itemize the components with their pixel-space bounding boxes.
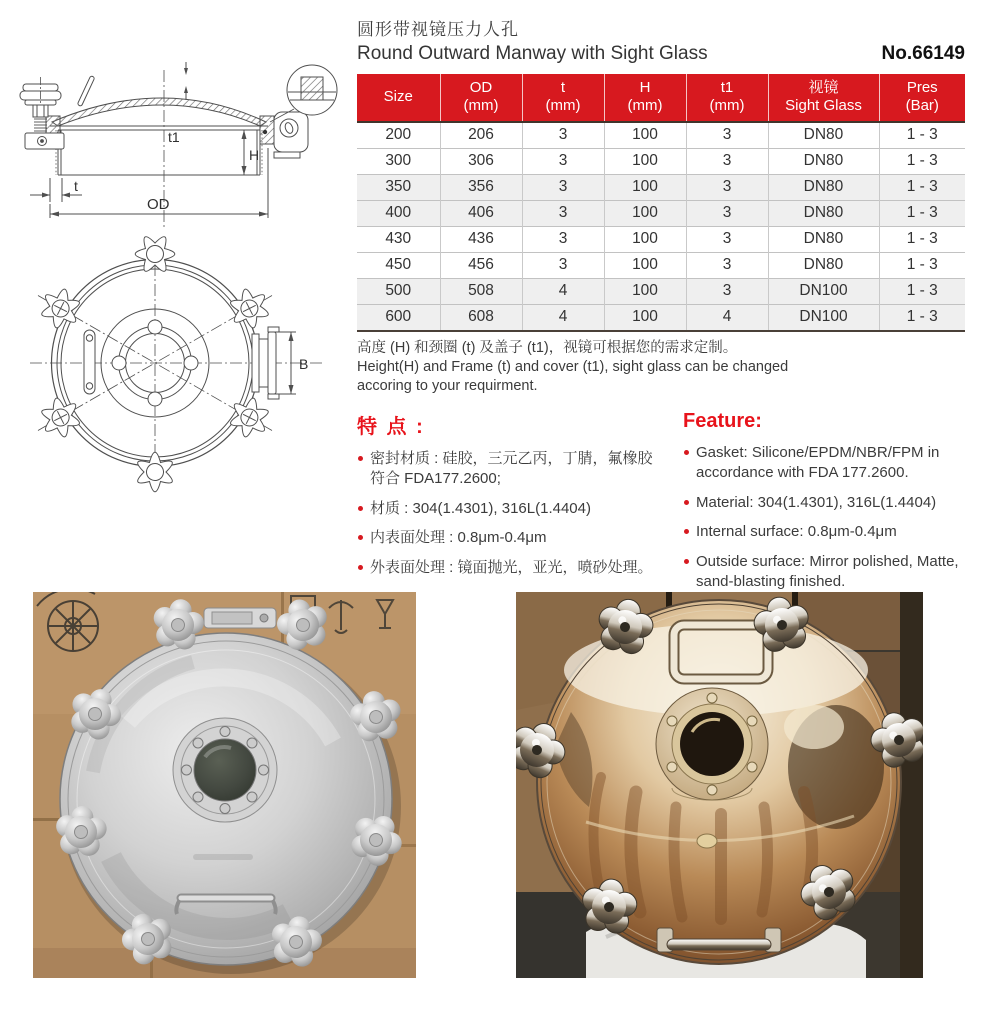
product-photo-matte	[33, 592, 416, 978]
table-cell: 100	[604, 122, 686, 149]
column-header: Size	[357, 74, 440, 122]
features-cn-heading: 特 点 :	[357, 415, 425, 438]
table-cell: 3	[686, 226, 768, 252]
table-cell: 306	[440, 148, 522, 174]
table-cell: 450	[357, 252, 440, 278]
features-cn	[357, 410, 657, 602]
table-cell: 3	[522, 252, 604, 278]
model-number: No.66149	[881, 43, 965, 64]
label-OD: OD	[147, 196, 170, 213]
table-notes	[357, 339, 965, 396]
column-header: t (mm)	[522, 74, 604, 122]
table-cell: DN80	[768, 226, 879, 252]
feature-item: Outside surface: Mirror polished, Matte, sand-blasting finished.	[683, 552, 965, 592]
table-cell: 608	[440, 304, 522, 331]
table-cell: 4	[522, 278, 604, 304]
table-row	[357, 304, 965, 331]
column-header: 视镜 Sight Glass	[768, 74, 879, 122]
table-cell: 600	[357, 304, 440, 331]
table-cell: 3	[686, 174, 768, 200]
feature-item: Material: 304(1.4301), 316L(1.4404)	[683, 493, 965, 513]
table-cell: DN80	[768, 148, 879, 174]
feature-item: 材质 : 304(1.4301), 316L(1.4404)	[357, 499, 657, 519]
table-row	[357, 122, 965, 149]
table-cell: 3	[686, 278, 768, 304]
table-cell: 356	[440, 174, 522, 200]
table-cell: 400	[357, 200, 440, 226]
table-cell: 3	[522, 122, 604, 149]
table-cell: 100	[604, 200, 686, 226]
table-cell: 4	[686, 304, 768, 331]
table-cell: 4	[522, 304, 604, 331]
table-cell: 3	[522, 226, 604, 252]
features-section	[357, 410, 965, 602]
feature-item: 密封材质 : 硅胶，三元乙丙，丁腈，氟橡胶符合 FDA177.2600;	[357, 449, 657, 489]
table-cell: 1 - 3	[879, 148, 965, 174]
table-cell: 200	[385, 126, 412, 144]
column-header: t1 (mm)	[686, 74, 768, 122]
product-photo-mirror	[516, 592, 923, 978]
note-en: Height(H) and Frame (t) and cover (t1), sight glass can be changed accoring to your requirment.	[357, 358, 789, 394]
table-cell: DN80	[768, 200, 879, 226]
table-row	[357, 174, 965, 200]
handle-drawing	[84, 330, 95, 394]
table-cell: DN80	[768, 122, 879, 149]
table-cell: DN100	[768, 278, 879, 304]
table-cell: 1 - 3	[879, 226, 965, 252]
label-H: H	[249, 147, 260, 163]
table-cell: 3	[686, 200, 768, 226]
table-cell: DN80	[768, 252, 879, 278]
spec-table	[357, 74, 965, 332]
spec-table-header-row	[357, 74, 965, 122]
column-header: H (mm)	[604, 74, 686, 122]
table-cell: 1 - 3	[879, 252, 965, 278]
table-cell: 100	[604, 148, 686, 174]
note-cn: 高度 (H) 和颈圈 (t) 及盖子 (t1)，视镜可根据您的需求定制。	[357, 339, 738, 356]
top-view-drawing	[22, 236, 337, 528]
features-cn-list	[357, 449, 657, 578]
spec-table-body	[357, 122, 965, 331]
spec-panel	[357, 15, 965, 602]
table-cell: 100	[604, 226, 686, 252]
lid-handle-drawing	[77, 76, 95, 107]
table-cell: 100	[604, 252, 686, 278]
hinge-top-drawing	[252, 327, 279, 399]
feature-item: 外表面处理 : 镜面抛光，亚光，喷砂处理。	[357, 558, 657, 578]
table-cell: 1 - 3	[879, 122, 965, 149]
label-B: B	[299, 356, 309, 372]
features-en-list	[683, 443, 965, 592]
table-cell: 3	[522, 148, 604, 174]
sight-glass-photo	[173, 718, 277, 822]
table-cell: 1 - 3	[879, 304, 965, 331]
table-row	[357, 148, 965, 174]
table-cell: 100	[604, 278, 686, 304]
table-cell: 100	[604, 174, 686, 200]
table-cell: 3	[686, 148, 768, 174]
feature-item: Gasket: Silicone/EPDM/NBR/FPM in accordance with FDA 177.2600.	[683, 443, 965, 483]
dim-H	[242, 130, 247, 175]
table-cell: 206	[440, 122, 522, 149]
table-cell: 430	[357, 226, 440, 252]
feature-item: Internal surface: 0.8μm-0.4μm	[683, 522, 965, 542]
table-cell: 100	[604, 304, 686, 331]
table-cell: 1 - 3	[879, 174, 965, 200]
feature-item: 内表面处理 : 0.8μm-0.4μm	[357, 528, 657, 548]
cross-section-drawing	[2, 60, 350, 238]
table-cell: 406	[440, 200, 522, 226]
table-cell: DN100	[768, 304, 879, 331]
hinge-photo	[204, 608, 276, 628]
table-cell: DN80	[768, 174, 879, 200]
table-cell: 3	[522, 174, 604, 200]
table-cell: 350	[357, 174, 440, 200]
table-cell: 500	[357, 278, 440, 304]
sight-glass-port-photo	[656, 688, 768, 800]
column-header: Pres (Bar)	[879, 74, 965, 122]
table-cell: 436	[440, 226, 522, 252]
table-row	[357, 278, 965, 304]
features-en	[657, 410, 965, 602]
clamp-knob-drawing	[20, 77, 64, 149]
table-row	[357, 200, 965, 226]
features-en-heading: Feature:	[683, 409, 762, 432]
page-title-en: Round Outward Manway with Sight Glass	[357, 43, 708, 64]
table-cell: 3	[686, 122, 768, 149]
table-cell: 1 - 3	[879, 200, 965, 226]
table-cell: 456	[440, 252, 522, 278]
table-cell: 3	[522, 200, 604, 226]
table-cell: 3	[686, 252, 768, 278]
label-t1: t1	[168, 129, 180, 145]
column-header: OD (mm)	[440, 74, 522, 122]
table-row	[357, 252, 965, 278]
label-t: t	[74, 178, 78, 194]
dim-t1	[184, 62, 188, 100]
table-cell: 508	[440, 278, 522, 304]
table-row	[357, 226, 965, 252]
page-title-cn: 圆形带视镜压力人孔	[357, 20, 519, 39]
table-cell: 1 - 3	[879, 278, 965, 304]
table-cell: 300	[357, 148, 440, 174]
